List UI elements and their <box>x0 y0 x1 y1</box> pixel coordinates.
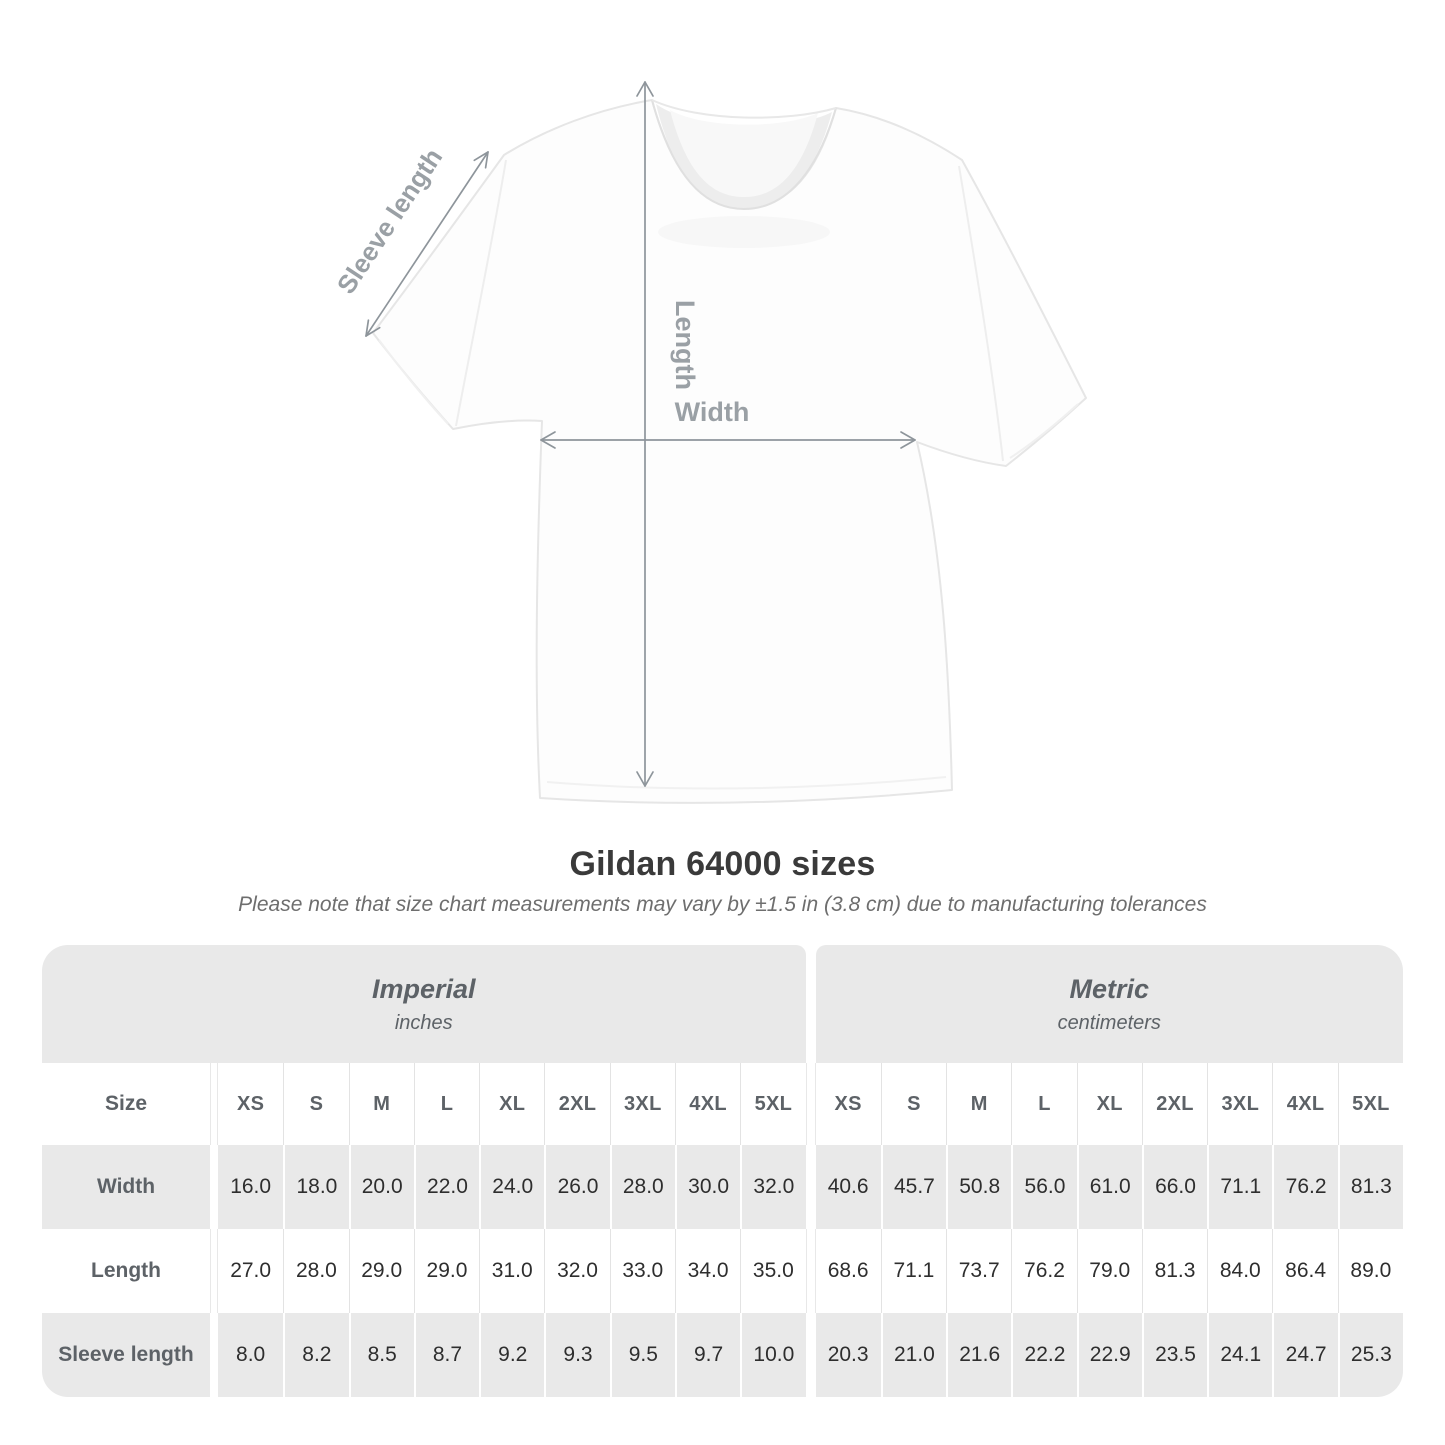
table-cell: 9.2 <box>479 1313 544 1397</box>
metric-unit-name: Metric <box>1069 973 1150 1004</box>
size-column-header: 3XL <box>610 1063 675 1145</box>
table-cell: 8.2 <box>283 1313 348 1397</box>
table-cell: 9.7 <box>675 1313 740 1397</box>
table-cell: 24.7 <box>1272 1313 1337 1397</box>
size-column-header: 4XL <box>675 1063 740 1145</box>
table-cell: 68.6 <box>816 1229 881 1313</box>
table-cell: 50.8 <box>946 1145 1011 1229</box>
table-cell: 89.0 <box>1338 1229 1403 1313</box>
table-body <box>42 1145 1403 1397</box>
table-cell: 28.0 <box>610 1145 675 1229</box>
size-column-header: 3XL <box>1207 1063 1272 1145</box>
size-header-label: Size <box>42 1063 210 1145</box>
unit-divider <box>806 1063 816 1145</box>
table-cell: 20.3 <box>816 1313 881 1397</box>
column-gap <box>210 1145 218 1229</box>
unit-divider <box>806 1145 816 1229</box>
size-column-header: XL <box>479 1063 544 1145</box>
table-cell: 22.2 <box>1011 1313 1076 1397</box>
table-cell: 24.1 <box>1207 1313 1272 1397</box>
chest-shading <box>658 216 830 248</box>
table-cell: 29.0 <box>414 1229 479 1313</box>
imperial-unit-name: Imperial <box>371 973 476 1004</box>
table-row <box>42 1145 1403 1229</box>
size-column-header: M <box>349 1063 414 1145</box>
size-column-header: S <box>881 1063 946 1145</box>
size-column-header: XS <box>816 1063 881 1145</box>
imperial-unit-sub: inches <box>394 1011 453 1034</box>
page-title: Gildan 64000 sizes <box>569 845 876 883</box>
size-table <box>42 945 1403 1397</box>
row-label: Length <box>42 1229 210 1313</box>
table-cell: 76.2 <box>1011 1229 1076 1313</box>
size-column-header: 2XL <box>1142 1063 1207 1145</box>
table-cell: 10.0 <box>740 1313 805 1397</box>
unit-divider <box>806 1313 816 1397</box>
table-cell: 8.7 <box>414 1313 479 1397</box>
table-cell: 29.0 <box>349 1229 414 1313</box>
table-cell: 33.0 <box>610 1229 675 1313</box>
size-column-header: XL <box>1077 1063 1142 1145</box>
unit-divider <box>806 1229 816 1313</box>
table-cell: 30.0 <box>675 1145 740 1229</box>
table-cell: 21.0 <box>881 1313 946 1397</box>
table-cell: 71.1 <box>881 1229 946 1313</box>
width-label: Width <box>674 397 750 427</box>
table-cell: 56.0 <box>1011 1145 1076 1229</box>
table-cell: 71.1 <box>1207 1145 1272 1229</box>
length-label: Length <box>670 300 700 390</box>
table-cell: 21.6 <box>946 1313 1011 1397</box>
size-column-header: XS <box>218 1063 283 1145</box>
unit-divider <box>806 945 816 1063</box>
row-label: Sleeve length <box>42 1313 210 1397</box>
row-label: Width <box>42 1145 210 1229</box>
size-column-header: 4XL <box>1272 1063 1337 1145</box>
table-cell: 9.5 <box>610 1313 675 1397</box>
sleeve-length-label: Sleeve length <box>330 142 449 300</box>
table-cell: 20.0 <box>349 1145 414 1229</box>
size-column-header: L <box>1011 1063 1076 1145</box>
table-cell: 31.0 <box>479 1229 544 1313</box>
size-column-header: L <box>414 1063 479 1145</box>
table-cell: 16.0 <box>218 1145 283 1229</box>
size-column-header: 2XL <box>544 1063 609 1145</box>
size-column-header: 5XL <box>1338 1063 1403 1145</box>
table-cell: 34.0 <box>675 1229 740 1313</box>
table-cell: 32.0 <box>544 1229 609 1313</box>
table-cell: 25.3 <box>1338 1313 1403 1397</box>
table-cell: 81.3 <box>1142 1229 1207 1313</box>
table-cell: 81.3 <box>1338 1145 1403 1229</box>
column-gap <box>210 1313 218 1397</box>
table-cell: 61.0 <box>1077 1145 1142 1229</box>
size-column-header: S <box>283 1063 348 1145</box>
table-cell: 32.0 <box>740 1145 805 1229</box>
table-cell: 79.0 <box>1077 1229 1142 1313</box>
table-cell: 35.0 <box>740 1229 805 1313</box>
column-gap <box>210 1229 218 1313</box>
table-row <box>42 1229 1403 1313</box>
table-cell: 23.5 <box>1142 1313 1207 1397</box>
table-cell: 45.7 <box>881 1145 946 1229</box>
table-cell: 9.3 <box>544 1313 609 1397</box>
table-cell: 76.2 <box>1272 1145 1337 1229</box>
table-cell: 40.6 <box>816 1145 881 1229</box>
table-cell: 24.0 <box>479 1145 544 1229</box>
table-cell: 27.0 <box>218 1229 283 1313</box>
table-cell: 8.5 <box>349 1313 414 1397</box>
table-cell: 86.4 <box>1272 1229 1337 1313</box>
page-subtitle: Please note that size chart measurements may vary by ±1.5 in (3.8 cm) due to manufacturing tolerances <box>238 893 1207 916</box>
table-row <box>42 1313 1403 1397</box>
size-column-header: 5XL <box>740 1063 805 1145</box>
imperial-unit-header <box>42 945 806 1063</box>
table-cell: 18.0 <box>283 1145 348 1229</box>
table-cell: 66.0 <box>1142 1145 1207 1229</box>
table-cell: 26.0 <box>544 1145 609 1229</box>
column-gap <box>210 1063 218 1145</box>
table-cell: 84.0 <box>1207 1229 1272 1313</box>
table-cell: 73.7 <box>946 1229 1011 1313</box>
size-column-header: M <box>946 1063 1011 1145</box>
table-cell: 22.0 <box>414 1145 479 1229</box>
table-cell: 28.0 <box>283 1229 348 1313</box>
size-header-row <box>42 1063 1403 1145</box>
unit-header-row <box>42 945 1403 1063</box>
table-cell: 8.0 <box>218 1313 283 1397</box>
table-cell: 22.9 <box>1077 1313 1142 1397</box>
metric-unit-header <box>816 945 1404 1063</box>
metric-unit-sub: centimeters <box>1057 1011 1161 1034</box>
